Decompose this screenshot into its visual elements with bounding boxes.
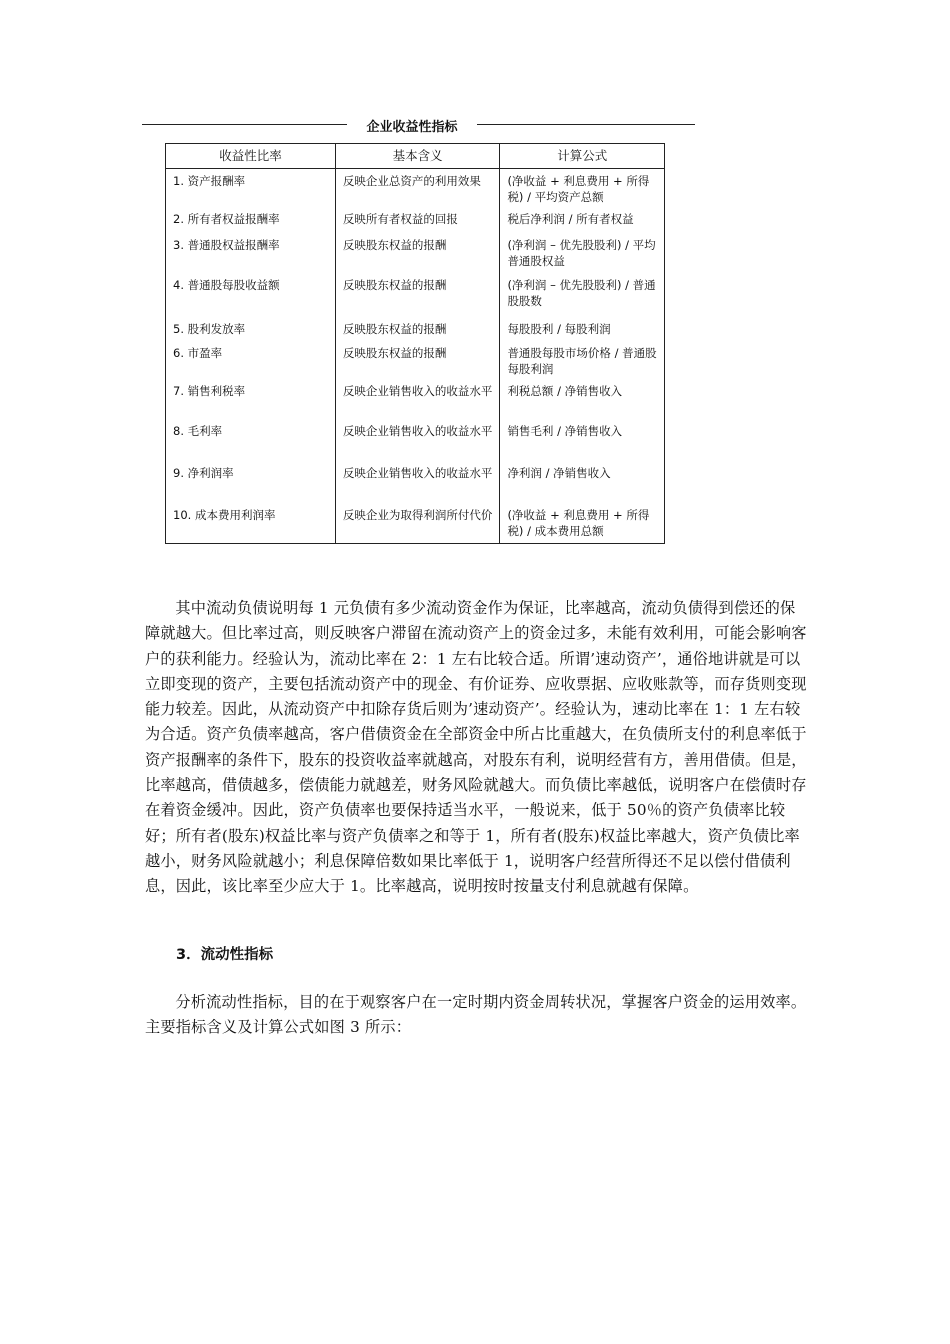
cell-ratio: 2. 所有者权益报酬率 (166, 207, 336, 233)
table-row (166, 169, 665, 208)
cell-ratio: 7. 销售利税率 (166, 379, 336, 419)
table-header-row (166, 144, 665, 169)
cell-ratio: 9. 净利润率 (166, 461, 336, 503)
cell-formula: 普通股每股市场价格 / 普通股每股利润 (500, 341, 665, 379)
cell-meaning: 反映企业为取得利润所付代价 (335, 503, 500, 544)
cell-formula: (净收益 + 利息费用 + 所得税) / 成本费用总额 (500, 503, 665, 544)
cell-ratio: 6. 市盈率 (166, 341, 336, 379)
cell-ratio: 5. 股利发放率 (166, 317, 336, 341)
cell-formula: 每股股利 / 每股利润 (500, 317, 665, 341)
cell-meaning: 反映企业销售收入的收益水平 (335, 419, 500, 461)
cell-formula: (净收益 + 利息费用 + 所得税) / 平均资产总额 (500, 169, 665, 208)
cell-meaning: 反映所有者权益的回报 (335, 207, 500, 233)
section-heading-liquidity: 3．流动性指标 (176, 947, 274, 963)
table-row (166, 341, 665, 379)
table-title: 企业收益性指标 (347, 120, 477, 136)
table-row (166, 317, 665, 341)
cell-ratio: 1. 资产报酬率 (166, 169, 336, 208)
cell-meaning: 反映企业总资产的利用效果 (335, 169, 500, 208)
cell-formula: (净利润 – 优先股股利) / 平均普通股权益 (500, 233, 665, 273)
table-row (166, 461, 665, 503)
profitability-ratio-table (165, 143, 665, 544)
cell-meaning: 反映股东权益的报酬 (335, 233, 500, 273)
header-formula: 计算公式 (500, 144, 665, 169)
cell-formula: 利税总额 / 净销售收入 (500, 379, 665, 419)
cell-formula: 税后净利润 / 所有者权益 (500, 207, 665, 233)
body-paragraph-liquidity-intro: 分析流动性指标，目的在于观察客户在一定时期内资金周转状况，掌握客户资金的运用效率。主要指标含义及计算公式如图 3 所示： (145, 993, 807, 1037)
cell-meaning: 反映股东权益的报酬 (335, 273, 500, 317)
cell-meaning: 反映企业销售收入的收益水平 (335, 461, 500, 503)
cell-meaning: 反映企业销售收入的收益水平 (335, 379, 500, 419)
cell-meaning: 反映股东权益的报酬 (335, 341, 500, 379)
cell-ratio: 4. 普通股每股收益额 (166, 273, 336, 317)
table-row (166, 233, 665, 273)
cell-ratio: 8. 毛利率 (166, 419, 336, 461)
cell-formula: (净利润 – 优先股股利) / 普通股股数 (500, 273, 665, 317)
cell-meaning: 反映股东权益的报酬 (335, 317, 500, 341)
cell-formula: 净利润 / 净销售收入 (500, 461, 665, 503)
cell-formula: 销售毛利 / 净销售收入 (500, 419, 665, 461)
header-ratio: 收益性比率 (166, 144, 336, 169)
header-meaning: 基本含义 (335, 144, 500, 169)
table-row (166, 419, 665, 461)
table-row (166, 503, 665, 544)
cell-ratio: 10. 成本费用利润率 (166, 503, 336, 544)
cell-ratio: 3. 普通股权益报酬率 (166, 233, 336, 273)
table-row (166, 379, 665, 419)
table-row (166, 273, 665, 317)
table-row (166, 207, 665, 233)
body-paragraph-liquidity-explanation: 其中流动负债说明每 1 元负债有多少流动资金作为保证，比率越高，流动负债得到偿还的保障就越大。但比率过高，则反映客户滞留在流动资产上的资金过多，未能有效利用，可能会影响客户的获利能力。经验认为，流动比率在 2：1 左右比较合适。所谓’速动资产’，通俗地讲就是可以立即变现的资产，主要包括流动资产中的现金、有价证券、应收票据、应收账款等，而存货则变现能力较差。因此，从流动资产中扣除存货后则为’速动资产’。经验认为，速动比率在 1：1 左右较为合适。资产负债率越高，客户借债资金在全部资金中所占比重越大，在负债所支付的利息率低于资产报酬率的条件下，股东的投资收益率就越高，对股东有利，说明经营有方，善用借债。但是，比率越高，借债越多，偿债能力就越差，财务风险就越大。而负债比率越低，说明客户在偿债时存在着资金缓冲。因此，资产负债率也要保持适当水平，一般说来，低于 50％的资产负债率比较好；所有者(股东)权益比率与资产负债率之和等于 1，所有者(股东)权益比率越大，资产负债比率越小，财务风险就越小；利息保障倍数如果比率低于 1，说明客户经营所得还不足以偿付借债利息，因此，该比率至少应大于 1。比率越高，说明按时按量支付利息就越有保障。 (145, 599, 807, 896)
